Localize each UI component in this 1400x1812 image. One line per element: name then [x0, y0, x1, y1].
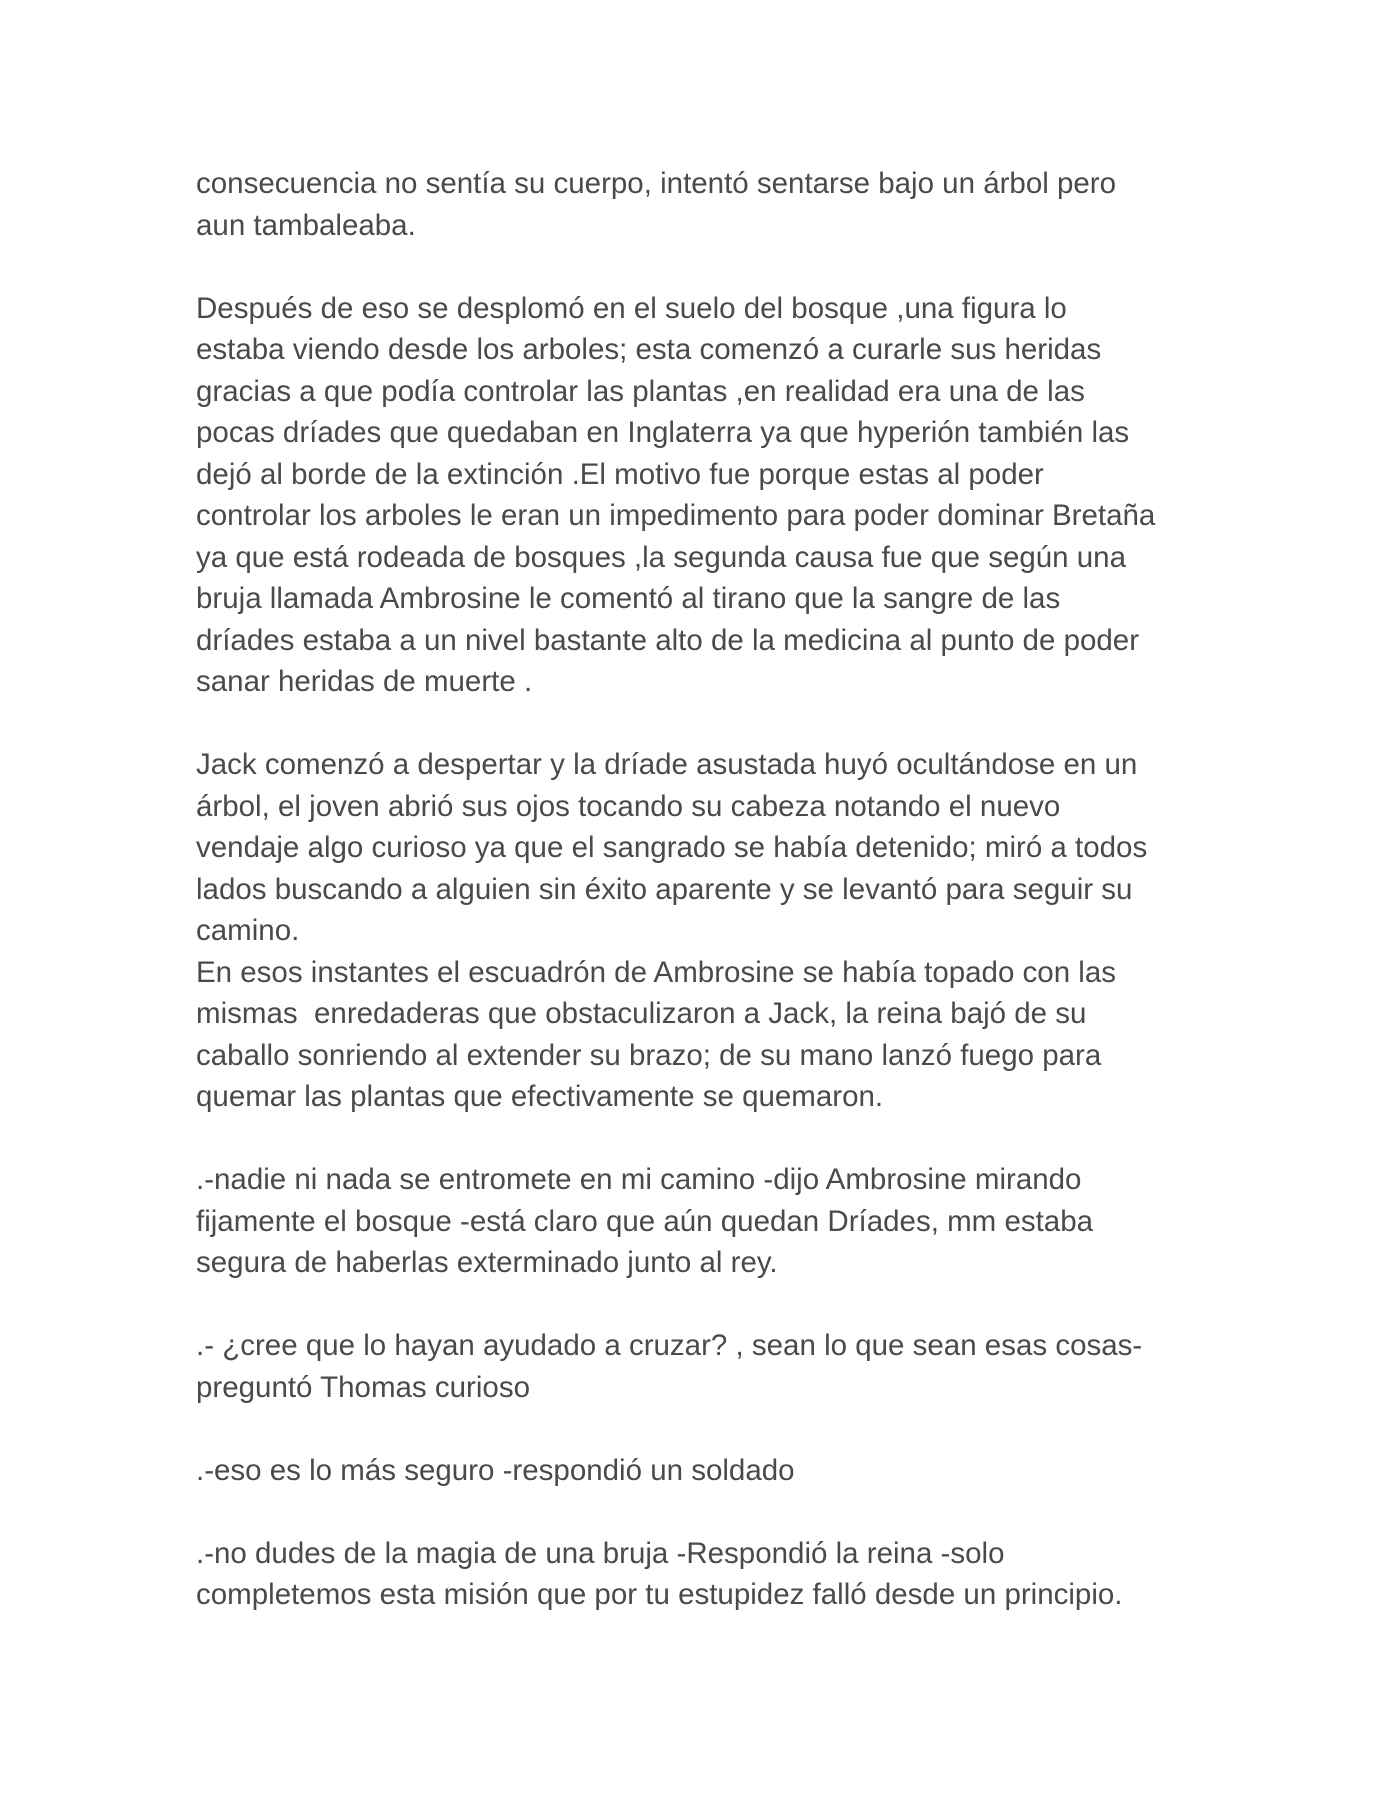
paragraph [196, 1533, 1206, 1616]
text-line: fijamente el bosque -está claro que aún quedan Dríades, mm estaba [196, 1204, 1094, 1238]
paragraph-spacer [196, 1408, 1206, 1450]
text-line: dejó al borde de la extinción .El motivo fue porque estas al poder [196, 457, 1044, 491]
paragraph [196, 744, 1206, 1118]
paragraph [196, 1325, 1206, 1408]
paragraph [196, 288, 1206, 703]
paragraph-spacer [196, 703, 1206, 745]
paragraph [196, 1159, 1206, 1284]
paragraph [196, 163, 1206, 246]
text-line: dríades estaba a un nivel bastante alto de la medicina al punto de poder [196, 623, 1140, 657]
text-line: bruja llamada Ambrosine le comentó al tirano que la sangre de las [196, 582, 1061, 615]
text-line: aun tambaleaba. [196, 208, 416, 242]
text-line: mismas enredaderas que obstaculizaron a Jack, la reina bajó de su [196, 997, 1087, 1030]
text-line: gracias a que podía controlar las plantas ,en realidad era una de las [196, 374, 1085, 408]
paragraph-spacer [196, 1284, 1206, 1326]
text-line: quemar las plantas que efectivamente se quemaron. [196, 1080, 884, 1113]
text-line: Después de eso se desplomó en el suelo del bosque ,una figura lo [196, 291, 1067, 325]
text-line: preguntó Thomas curioso [196, 1370, 530, 1404]
text-line: vendaje algo curioso ya que el sangrado se había detenido; miró a todos [196, 831, 1148, 864]
text-line: En esos instantes el escuadrón de Ambrosine se había topado con las [196, 955, 1117, 989]
text-line: .- ¿cree que lo hayan ayudado a cruzar? , sean lo que sean esas cosas- [196, 1329, 1143, 1362]
text-line: controlar los arboles le eran un impedimento para poder dominar Bretaña [196, 499, 1156, 532]
text-line: Jack comenzó a despertar y la dríade asustada huyó ocultándose en un [196, 748, 1138, 781]
text-line: .-no dudes de la magia de una bruja -Respondió la reina -solo [196, 1536, 1005, 1570]
text-line: segura de haberlas exterminado junto al rey. [196, 1246, 778, 1279]
text-line: .-eso es lo más seguro -respondió un soldado [196, 1453, 795, 1487]
text-line: sanar heridas de muerte . [196, 665, 533, 698]
text-line: ya que está rodeada de bosques ,la segunda causa fue que según una [196, 540, 1126, 574]
document-body [196, 163, 1206, 1616]
text-line: árbol, el joven abrió sus ojos tocando su cabeza notando el nuevo [196, 789, 1061, 823]
text-line: pocas dríades que quedaban en Inglaterra ya que hyperión también las [196, 416, 1130, 449]
text-line: estaba viendo desde los arboles; esta comenzó a curarle sus heridas [196, 333, 1102, 366]
text-line: lados buscando a alguien sin éxito aparente y se levantó para seguir su [196, 872, 1133, 906]
text-line: consecuencia no sentía su cuerpo, intentó sentarse bajo un árbol pero [196, 167, 1117, 200]
text-line: .-nadie ni nada se entromete en mi camino -dijo Ambrosine mirando [196, 1163, 1082, 1196]
paragraph-spacer [196, 1491, 1206, 1533]
paragraph-spacer [196, 246, 1206, 288]
text-line: completemos esta misión que por tu estupidez falló desde un principio. [196, 1578, 1123, 1611]
paragraph [196, 1450, 1206, 1492]
paragraph-spacer [196, 1118, 1206, 1160]
text-line: caballo sonriendo al extender su brazo; de su mano lanzó fuego para [196, 1038, 1102, 1072]
text-line: camino. [196, 914, 300, 947]
